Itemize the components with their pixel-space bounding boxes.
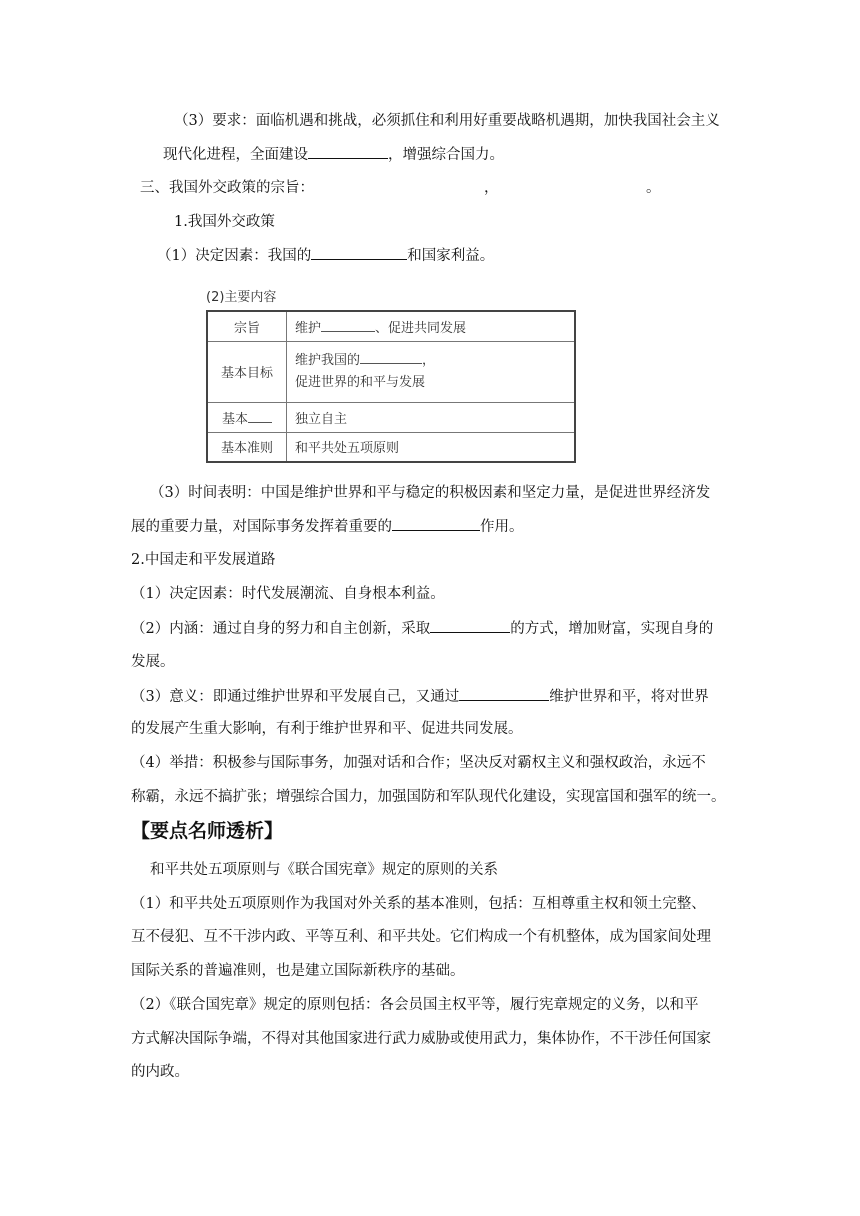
paragraph — [131, 927, 711, 947]
paragraph — [131, 719, 523, 739]
paragraph — [131, 753, 706, 773]
paragraph — [131, 995, 698, 1015]
text: （2）《联合国宪章》规定的原则包括：各会员国主权平等，履行宪章规定的义务，以和平 — [131, 997, 699, 1013]
text: 基本目标 — [220, 366, 273, 381]
text: 。 — [646, 180, 661, 196]
fill-blank[interactable] — [430, 618, 510, 633]
paragraph — [131, 961, 465, 981]
text: 的发展产生重大影响，有利于维护世界和平、促进共同发展。 — [131, 721, 523, 737]
paragraph — [131, 652, 175, 672]
text: （1）和平共处五项原则作为我国对外关系的基本准则，包括：互相尊重主权和领土完整、 — [131, 896, 706, 912]
fill-blank[interactable] — [392, 516, 480, 531]
text: 基本 — [221, 411, 248, 427]
paragraph — [131, 516, 524, 537]
fill-blank[interactable] — [459, 686, 549, 701]
text: 称霸，永远不搞扩张；增强综合国力，加强国防和军队现代化建设，实现富国和强军的统一。 — [131, 789, 726, 805]
paragraph — [174, 111, 720, 131]
text: 的方式，增加财富，实现自身的 — [510, 621, 714, 637]
punctuation — [646, 178, 661, 198]
text: 促进世界的和平与发展 — [295, 374, 426, 390]
text: 和国家利益。 — [407, 248, 495, 264]
text: （3）意义：即通过维护世界和平发展自己，又通过 — [131, 689, 460, 705]
table-key — [207, 432, 287, 462]
text: （3）要求：面临机遇和挑战，必须抓住和利用好重要战略机遇期，加快我国社会主义 — [174, 113, 720, 129]
text: （1）决定因素：我国的 — [157, 248, 312, 264]
text: ， — [484, 180, 499, 196]
paragraph — [131, 1062, 189, 1082]
text: （2）内涵：通过自身的努力和自主创新，采取 — [131, 621, 431, 637]
table-value — [287, 402, 576, 432]
table-caption: (2)主要内容 — [206, 290, 277, 305]
table-row — [207, 432, 575, 462]
paragraph — [150, 483, 710, 503]
table-row — [207, 311, 575, 341]
text: 宗旨 — [233, 320, 260, 336]
text: 现代化进程，全面建设 — [163, 147, 308, 163]
text: 维护 — [295, 320, 322, 336]
text: 2.中国走和平发展道路 — [131, 552, 276, 568]
text: 1.我国外交政策 — [174, 214, 275, 230]
paragraph — [157, 245, 494, 266]
table-row — [207, 402, 575, 432]
section-title — [140, 178, 314, 198]
punctuation — [484, 178, 499, 198]
paragraph — [131, 584, 445, 604]
table-key — [207, 402, 287, 432]
text: 方式解决国际争端，不得对其他国家进行武力威胁或使用武力，集体协作，不干涉任何国家 — [131, 1031, 711, 1047]
fill-blank[interactable] — [308, 144, 388, 159]
text: （1）决定因素：时代发展潮流、自身根本利益。 — [131, 586, 445, 602]
table-value — [287, 311, 576, 341]
fill-blank[interactable] — [321, 319, 375, 332]
text: 三、我国外交政策的宗旨： — [140, 180, 314, 196]
text: 和平共处五项原则与《联合国宪章》规定的原则的关系 — [150, 862, 498, 878]
table-key — [207, 311, 287, 341]
text: 的内政。 — [131, 1064, 189, 1080]
text: 维护世界和平，将对世界 — [549, 689, 709, 705]
section-heading: 【要点名师透析】 — [131, 820, 284, 842]
text: 展的重要力量，对国际事务发挥着重要的 — [131, 519, 392, 535]
paragraph — [163, 144, 504, 165]
subsection-title — [174, 212, 275, 232]
text: ，增强综合国力。 — [388, 147, 504, 163]
text: 作用。 — [480, 519, 524, 535]
paragraph — [131, 618, 713, 639]
fill-blank[interactable] — [311, 245, 407, 260]
fill-blank[interactable] — [248, 410, 272, 423]
text: （3）时间表明：中国是维护世界和平与稳定的积极因素和坚定力量，是促进世界经济发 — [150, 485, 711, 501]
text: 维护我国的 — [295, 352, 361, 368]
policy-table — [206, 310, 576, 463]
table-row — [207, 341, 575, 402]
text: 互不侵犯、互不干涉内政、平等互利、和平共处。它们构成一个有机整体，成为国家间处理 — [131, 929, 711, 945]
text: 基本准则 — [220, 441, 273, 457]
text: 和平共处五项原则 — [295, 441, 400, 457]
text: 国际关系的普遍准则，也是建立国际新秩序的基础。 — [131, 963, 465, 979]
paragraph — [131, 1029, 711, 1049]
paragraph — [131, 686, 709, 707]
text: 独立自主 — [295, 411, 348, 427]
text: ， — [422, 352, 436, 368]
text: 、促进共同发展 — [375, 320, 467, 336]
text: 发展。 — [131, 654, 175, 670]
paragraph — [131, 787, 726, 807]
table-value — [287, 341, 576, 402]
fill-blank[interactable] — [360, 351, 422, 364]
table-key — [207, 341, 287, 402]
paragraph — [131, 894, 706, 914]
text: （4）举措：积极参与国际事务，加强对话和合作；坚决反对霸权主义和强权政治，永远不 — [131, 755, 706, 771]
subsection-title — [131, 550, 275, 570]
table-value — [287, 432, 576, 462]
paragraph — [150, 860, 498, 880]
